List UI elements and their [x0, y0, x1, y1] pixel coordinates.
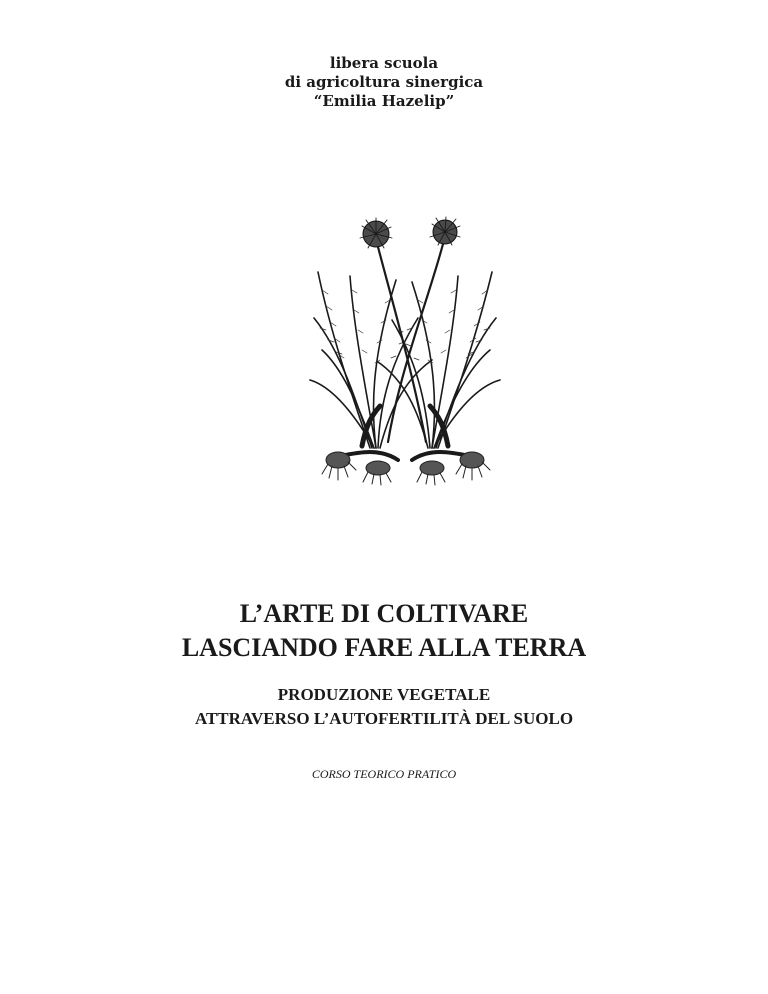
- document-title-line-2: LASCIANDO FARE ALLA TERRA: [181, 633, 587, 662]
- allium-flower-head-left-icon: [360, 218, 392, 248]
- school-name: [0, 54, 768, 111]
- document-subtitle-line-2: ATTRAVERSO L’AUTOFERTILITÀ DEL SUOLO: [194, 709, 574, 728]
- document-subtitle-line-1: PRODUZIONE VEGETALE: [277, 685, 491, 704]
- leek-plants-engraving-icon: [300, 210, 510, 490]
- course-type-label: CORSO TEORICO PRATICO: [311, 767, 457, 781]
- document-title-line-1: L’ARTE DI COLTIVARE: [239, 599, 529, 628]
- allium-flower-head-right-icon: [430, 217, 460, 245]
- school-name-line-3: “Emilia Hazelip”: [313, 92, 455, 110]
- document-subtitle: [0, 683, 768, 731]
- school-name-line-2: di agricoltura sinergica: [284, 73, 484, 91]
- school-name-line-1: libera scuola: [329, 54, 439, 72]
- document-title: [0, 597, 768, 665]
